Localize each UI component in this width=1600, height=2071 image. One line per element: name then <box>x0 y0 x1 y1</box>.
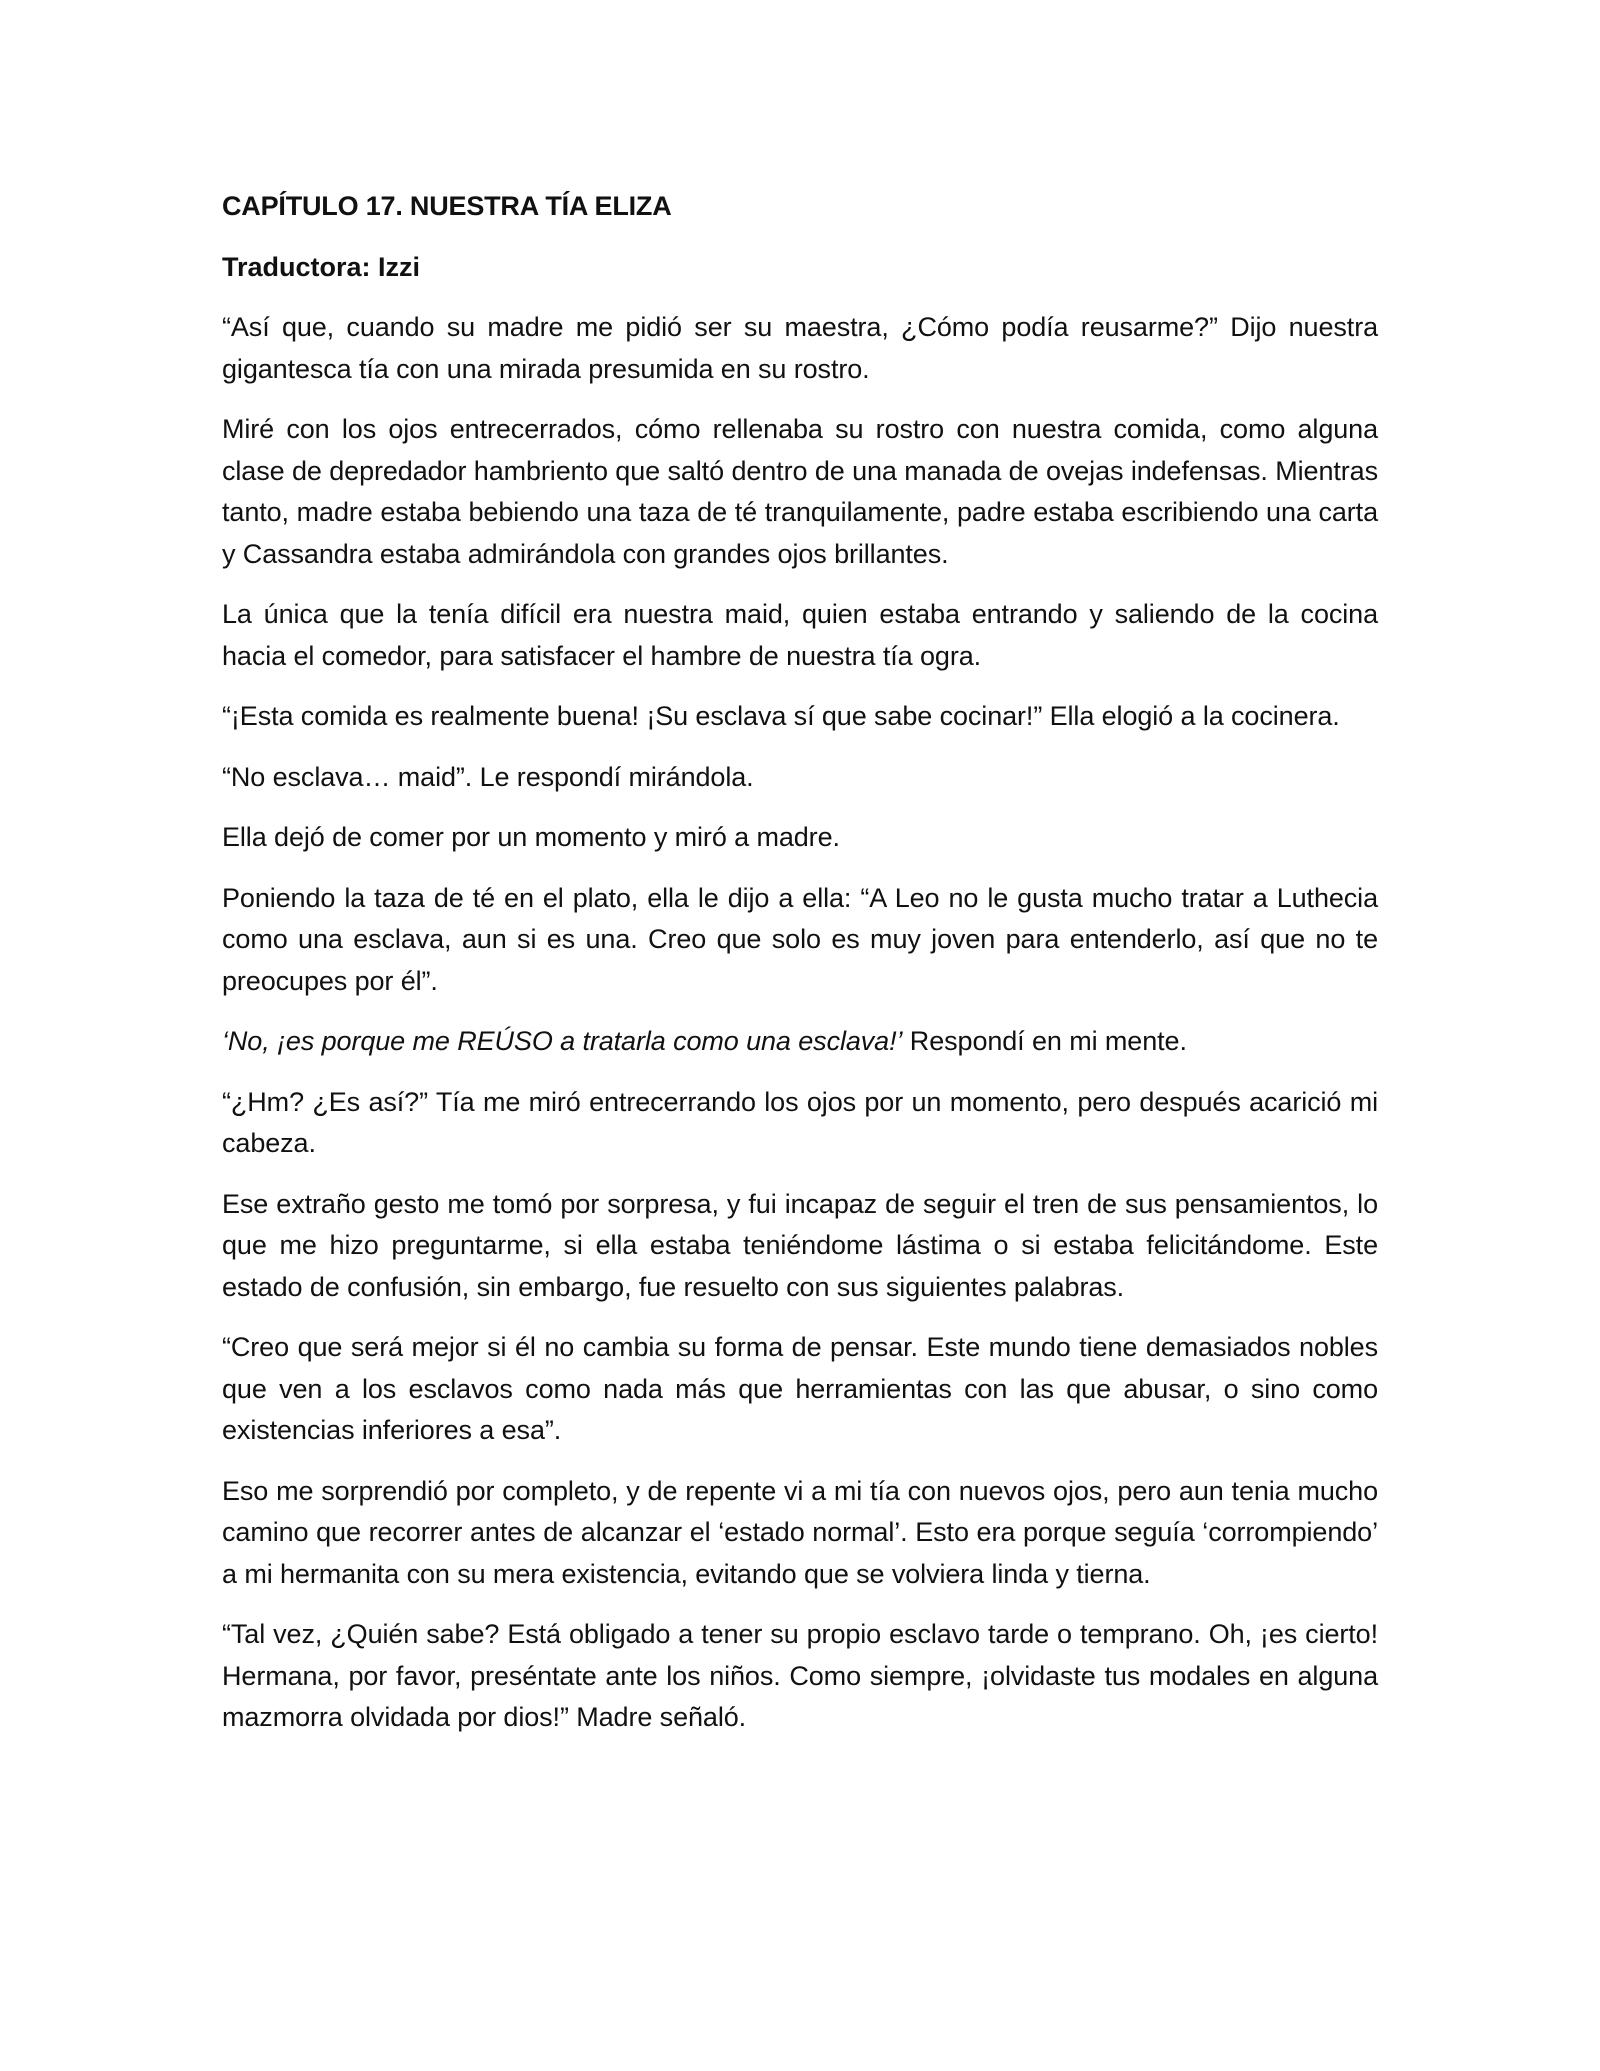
paragraph-2: Miré con los ojos entrecerrados, cómo rellenaba su rostro con nuestra comida, como alguna clase de depredador hambriento que saltó dentro de una manada de ovejas indefensas. Mientras tanto, madre estaba bebiendo una taza de té tranquilamente, padre estaba escribiendo una carta y Cassandra estaba admirándola con grandes ojos brillantes. <box>222 414 1378 569</box>
paragraph-3: La única que la tenía difícil era nuestra maid, quien estaba entrando y saliendo de la cocina hacia el comedor, para satisfacer el hambre de nuestra tía ogra. <box>222 599 1378 671</box>
paragraph-5: “No esclava… maid”. Le respondí mirándola. <box>222 761 754 792</box>
chapter-title: CAPÍTULO 17. NUESTRA TÍA ELIZA <box>222 191 672 221</box>
translator-credit: Traductora: Izzi <box>222 251 421 282</box>
paragraph-10: “Creo que será mejor si él no cambia su forma de pensar. Este mundo tiene demasiados nobles que ven a los esclavos como nada más que herramientas con las que abusar, o sino como existencias inferiores a esa”. <box>222 1332 1378 1445</box>
paragraph-4: “¡Esta comida es realmente buena! ¡Su esclava sí que sabe cocinar!” Ella elogió a la cocinera. <box>222 701 1340 731</box>
thought-paragraph <box>222 1021 1378 1063</box>
paragraph-1: “Así que, cuando su madre me pidió ser su maestra, ¿Cómo podía reusarme?” Dijo nuestra gigantesca tía con una mirada presumida en su rostro. <box>222 312 1378 384</box>
document-page <box>222 186 1378 1758</box>
thought-italic-text: ‘No, ¡es porque me REÚSO a tratarla como una esclava!’ <box>222 1026 903 1056</box>
paragraph-11: Eso me sorprendió por completo, y de repente vi a mi tía con nuevos ojos, pero aun tenia mucho camino que recorrer antes de alcanzar el ‘estado normal’. Esto era porque seguía ‘corrompiendo’ a mi hermanita con su mera existencia, evitando que se volviera linda y tierna. <box>222 1475 1378 1589</box>
thought-rest-text: Respondí en mi mente. <box>902 1026 1187 1056</box>
paragraph-6: Ella dejó de comer por un momento y miró a madre. <box>222 822 840 852</box>
paragraph-8: “¿Hm? ¿Es así?” Tía me miró entrecerrando los ojos por un momento, pero después acarició mi cabeza. <box>222 1086 1378 1158</box>
paragraph-12: “Tal vez, ¿Quién sabe? Está obligado a tener su propio esclavo tarde o temprano. Oh, ¡es cierto! Hermana, por favor, preséntate ante los niños. Como siempre, ¡olvidaste tus modales en alguna mazmorra olvidada por dios!” Madre señaló. <box>222 1619 1378 1732</box>
paragraph-7: Poniendo la taza de té en el plato, ella le dijo a ella: “A Leo no le gusta mucho tratar a Luthecia como una esclava, aun si es una. Creo que solo es muy joven para entenderlo, así que no te preocupes por él”. <box>222 882 1378 996</box>
paragraph-9: Ese extraño gesto me tomó por sorpresa, y fui incapaz de seguir el tren de sus pensamientos, lo que me hizo preguntarme, si ella estaba teniéndome lástima o si estaba felicitándome. Este estado de confusión, sin embargo, fue resuelto con sus siguientes palabras. <box>222 1188 1378 1302</box>
